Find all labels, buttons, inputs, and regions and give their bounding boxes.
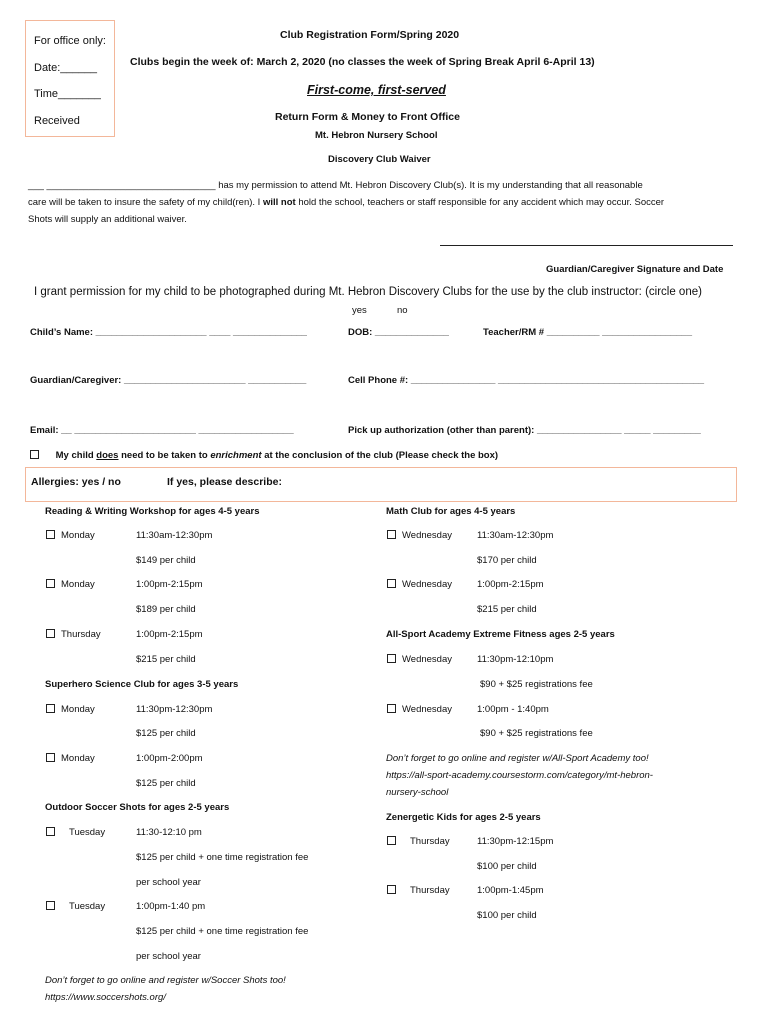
waiver-line-2 — [28, 197, 664, 208]
math-row-1-day[interactable]: Wednesday — [387, 530, 452, 541]
enrichment-does: does — [96, 450, 119, 461]
reading-row-1-price: $149 per child — [136, 555, 196, 566]
superhero-title: Superhero Science Club for ages 3-5 years — [45, 679, 239, 690]
signature-line[interactable] — [440, 245, 733, 246]
reading-row-1-day[interactable]: Monday — [46, 530, 95, 541]
zenergetic-row-2-price: $100 per child — [477, 910, 537, 921]
soccer-row-1-price2: per school year — [136, 877, 201, 888]
allsport-title: All-Sport Academy Extreme Fitness ages 2-5 years — [386, 629, 615, 640]
math-row-1-price: $170 per child — [477, 555, 537, 566]
zenergetic-row-1-time: 11:30pm-12:15pm — [477, 836, 554, 847]
waiver-line-1: ___ ________________________________ has my permission to attend Mt. Hebron Discovery Club(s). It is my understanding that all reasonable — [28, 180, 643, 191]
child-name-field[interactable]: Child’s Name: _____________________ ____ ______________ — [30, 327, 307, 338]
zenergetic-title: Zenergetic Kids for ages 2-5 years — [386, 812, 541, 823]
checkbox[interactable] — [387, 704, 396, 713]
soccer-row-1-time: 11:30-12:10 pm — [136, 827, 202, 838]
clubs-begin: Clubs begin the week of: March 2, 2020 (no classes the week of Spring Break April 6-April 13) — [130, 56, 595, 68]
superhero-row-2-price: $125 per child — [136, 778, 196, 789]
reading-row-2-time: 1:00pm-2:15pm — [136, 579, 203, 590]
teacher-field[interactable]: Teacher/RM # __________ _________________ — [483, 327, 692, 338]
allsport-row-1-price: $90 + $25 registrations fee — [480, 679, 593, 690]
photo-permission: I grant permission for my child to be photographed during Mt. Hebron Discovery Clubs for the use by the club instructor: (circle one) — [34, 286, 702, 298]
waiver-line-3: Shots will supply an additional waiver. — [28, 214, 187, 225]
waiver-text-a: care will be taken to insure the safety of my child(ren). I — [28, 197, 263, 208]
cell-phone-field[interactable]: Cell Phone #: ________________ _______________________________________ — [348, 375, 705, 386]
checkbox[interactable] — [46, 704, 55, 713]
first-come: First-come, first-served — [307, 83, 446, 97]
waiver-title: Discovery Club Waiver — [328, 154, 431, 165]
zenergetic-row-2-time: 1:00pm-1:45pm — [477, 885, 544, 896]
zenergetic-row-1-price: $100 per child — [477, 861, 537, 872]
reading-row-3-time: 1:00pm-2:15pm — [136, 629, 203, 640]
allsport-note: Don’t forget to go online and register w/All-Sport Academy too! — [386, 753, 649, 764]
checkbox[interactable] — [46, 579, 55, 588]
enrichment-line — [30, 450, 498, 461]
checkbox[interactable] — [46, 530, 55, 539]
reading-row-2-price: $189 per child — [136, 604, 196, 615]
form-title: Club Registration Form/Spring 2020 — [280, 29, 460, 41]
superhero-row-2-day[interactable]: Monday — [46, 753, 95, 764]
math-row-2-day[interactable]: Wednesday — [387, 579, 452, 590]
allsport-row-1-time: 11:30pm-12:10pm — [477, 654, 554, 665]
waiver-text-c: hold the school, teachers or staff responsible for any accident which may occur. Soccer — [295, 197, 665, 208]
soccer-row-2-price2: per school year — [136, 951, 201, 962]
photo-no[interactable]: no — [397, 305, 408, 316]
allsport-url-2[interactable]: nursery-school — [386, 787, 449, 798]
waiver-will-not: will not — [262, 197, 296, 208]
office-use-box — [25, 20, 115, 137]
checkbox[interactable] — [387, 530, 396, 539]
soccer-row-2-day[interactable]: Tuesday — [46, 901, 105, 912]
allsport-row-1-day[interactable]: Wednesday — [387, 654, 452, 665]
office-date[interactable]: Date:______ — [34, 62, 97, 74]
zenergetic-row-1-day[interactable]: Thursday — [387, 836, 450, 847]
enrichment-checkbox[interactable] — [30, 450, 39, 459]
soccer-note: Don’t forget to go online and register w/Soccer Shots too! — [45, 975, 286, 986]
allsport-row-2-day[interactable]: Wednesday — [387, 704, 452, 715]
guardian-field[interactable]: Guardian/Caregiver: _______________________ ___________ — [30, 375, 307, 386]
superhero-row-1-day[interactable]: Monday — [46, 704, 95, 715]
soccer-row-1-price: $125 per child + one time registration fee — [136, 852, 309, 863]
superhero-row-2-time: 1:00pm-2:00pm — [136, 753, 203, 764]
pickup-field[interactable]: Pick up authorization (other than parent): ________________ _____ _________ — [348, 425, 701, 436]
checkbox[interactable] — [46, 629, 55, 638]
math-row-2-price: $215 per child — [477, 604, 537, 615]
soccer-url[interactable]: https://www.soccershots.org/ — [45, 992, 166, 1003]
soccer-row-2-time: 1:00pm-1:40 pm — [136, 901, 206, 912]
dob-field[interactable]: DOB: ______________ — [348, 327, 449, 338]
allsport-url-1[interactable]: https://all-sport-academy.coursestorm.com/category/mt-hebron- — [386, 770, 653, 781]
allergies-describe: If yes, please describe: — [167, 476, 282, 488]
superhero-row-1-time: 11:30pm-12:30pm — [136, 704, 213, 715]
math-row-2-time: 1:00pm-2:15pm — [477, 579, 544, 590]
checkbox[interactable] — [387, 836, 396, 845]
allergies-box[interactable] — [25, 467, 737, 502]
office-received: Received — [34, 115, 80, 127]
photo-yes[interactable]: yes — [352, 305, 367, 316]
reading-row-3-day[interactable]: Thursday — [46, 629, 101, 640]
enrichment-text-a: My child — [55, 450, 97, 461]
soccer-title: Outdoor Soccer Shots for ages 2-5 years — [45, 802, 230, 813]
checkbox[interactable] — [46, 827, 55, 836]
math-row-1-time: 11:30am-12:30pm — [477, 530, 554, 541]
enrichment-text-c: at the conclusion of the club (Please check the box) — [261, 450, 499, 461]
reading-title: Reading & Writing Workshop for ages 4-5 years — [45, 506, 260, 517]
return-form: Return Form & Money to Front Office — [275, 111, 460, 123]
enrichment-word: enrichment — [210, 450, 262, 461]
checkbox[interactable] — [387, 885, 396, 894]
reading-row-3-price: $215 per child — [136, 654, 196, 665]
checkbox[interactable] — [387, 579, 396, 588]
checkbox[interactable] — [46, 753, 55, 762]
zenergetic-row-2-day[interactable]: Thursday — [387, 885, 450, 896]
allsport-row-2-price: $90 + $25 registrations fee — [480, 728, 593, 739]
checkbox[interactable] — [46, 901, 55, 910]
superhero-row-1-price: $125 per child — [136, 728, 196, 739]
allsport-row-2-time: 1:00pm - 1:40pm — [477, 704, 549, 715]
allergies-label: Allergies: yes / no — [31, 476, 121, 488]
enrichment-text-b: need to be taken to — [118, 450, 211, 461]
office-time[interactable]: Time_______ — [34, 88, 101, 100]
school-name: Mt. Hebron Nursery School — [315, 130, 438, 141]
reading-row-1-time: 11:30am-12:30pm — [136, 530, 213, 541]
soccer-row-1-day[interactable]: Tuesday — [46, 827, 105, 838]
reading-row-2-day[interactable]: Monday — [46, 579, 95, 590]
checkbox[interactable] — [387, 654, 396, 663]
math-title: Math Club for ages 4-5 years — [386, 506, 516, 517]
email-field[interactable]: Email: __ _______________________ __________________ — [30, 425, 294, 436]
soccer-row-2-price: $125 per child + one time registration fee — [136, 926, 309, 937]
signature-label: Guardian/Caregiver Signature and Date — [546, 264, 724, 275]
office-title: For office only: — [34, 35, 106, 47]
